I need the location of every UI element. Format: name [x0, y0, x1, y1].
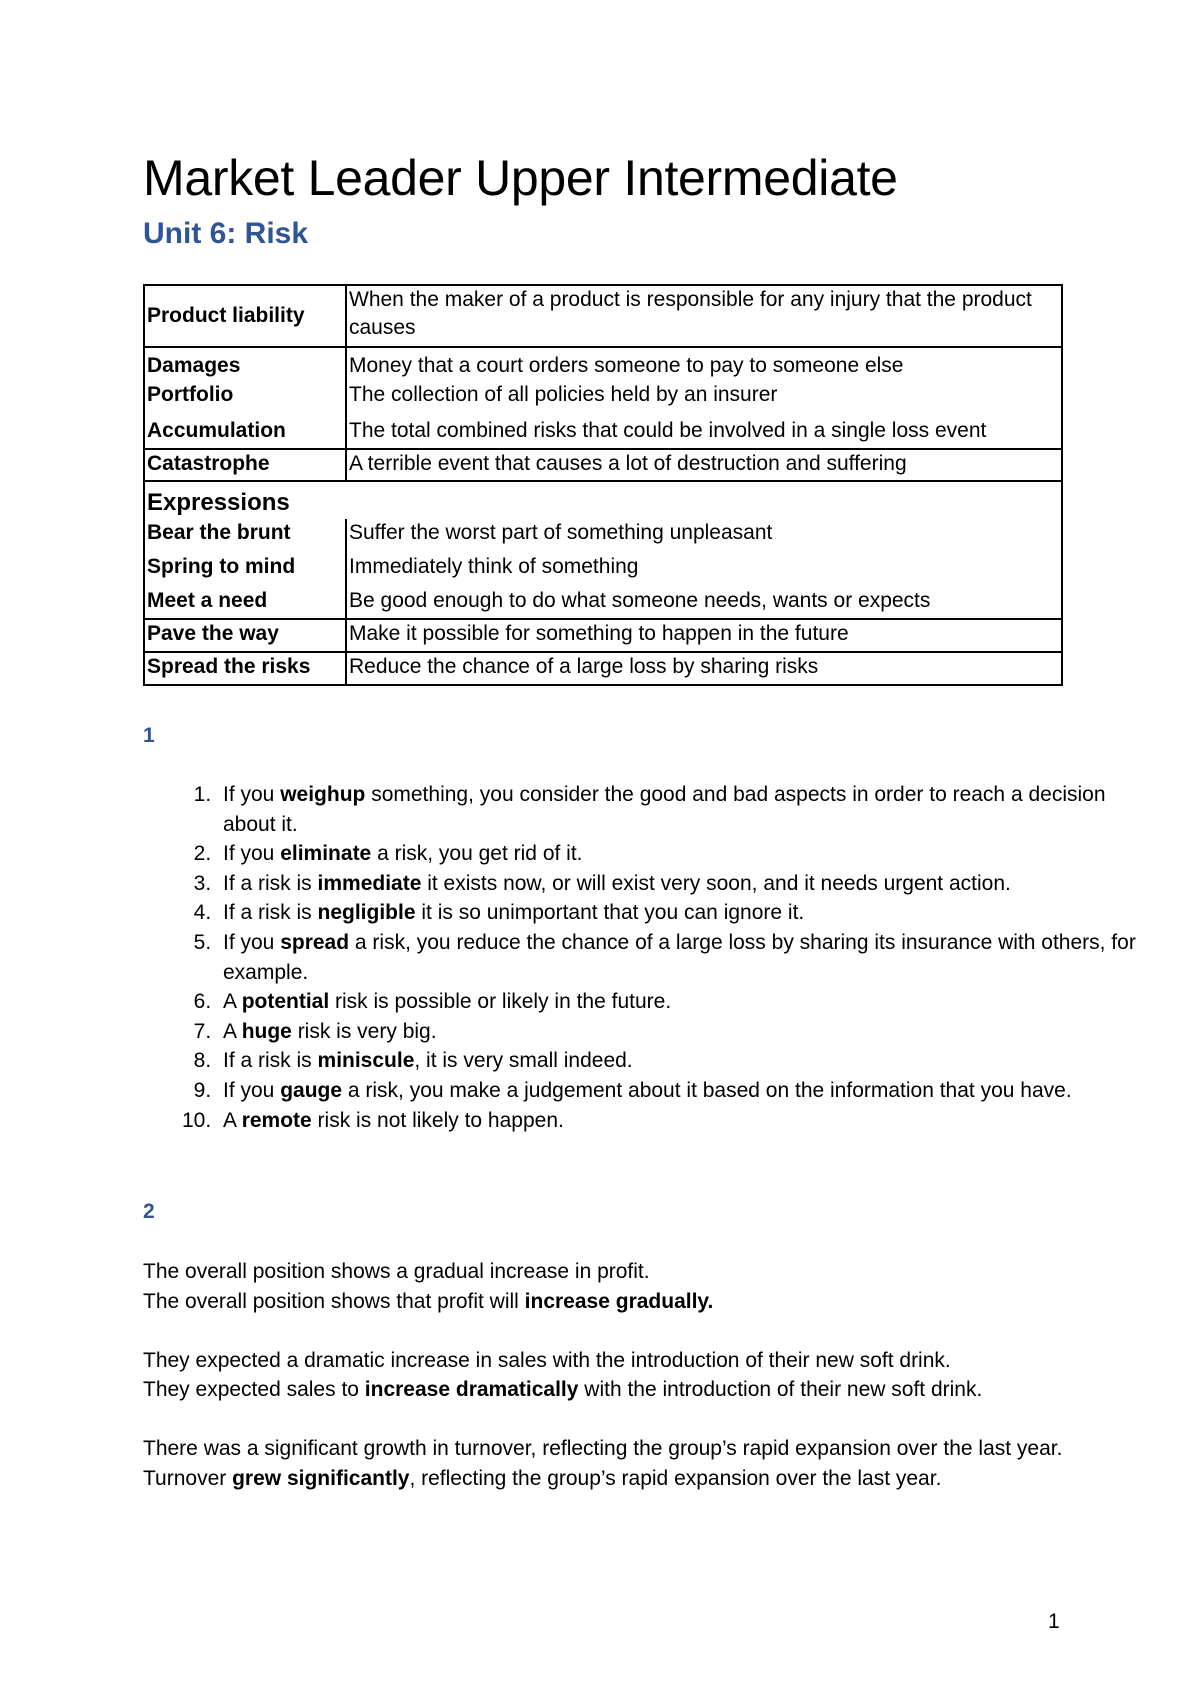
term-cell: Catastrophe: [144, 449, 346, 481]
sentence-pair: [143, 1434, 1073, 1493]
term-cell: Portfolio: [144, 381, 346, 415]
sentence-pair: [143, 1257, 1073, 1316]
rewritten-sentence: They expected sales to increase dramatically with the introduction of their new soft drink.: [143, 1378, 983, 1401]
definition-cell: Make it possible for something to happen in the future: [346, 619, 1062, 652]
expressions-header: Expressions: [144, 481, 346, 519]
term-cell: Accumulation: [144, 415, 346, 449]
table-row: [144, 652, 1062, 685]
definition-cell: Money that a court orders someone to pay to someone else: [346, 347, 1062, 381]
rewritten-sentence: Turnover grew significantly, reflecting the group’s rapid expansion over the last year.: [143, 1466, 942, 1490]
definition-cell: Immediately think of something: [346, 553, 1062, 587]
list-item: 10. A remote risk is not likely to happen.: [217, 1106, 1147, 1136]
list-item: 5. If you spread a risk, you reduce the chance of a large loss by sharing its insurance with others, for example.: [217, 928, 1147, 987]
definition-cell: When the maker of a product is responsible for any injury that the product causes: [346, 285, 1062, 347]
definition-cell: The total combined risks that could be involved in a single loss event: [346, 415, 1062, 449]
table-row: [144, 619, 1062, 652]
table-row: [144, 285, 1062, 347]
table-row: [144, 449, 1062, 481]
vocabulary-table: [143, 284, 1063, 686]
header-spacer: [346, 481, 1062, 519]
term-cell: Bear the brunt: [144, 519, 346, 553]
section-number: 2: [143, 1200, 155, 1223]
page-number: 1: [1048, 1610, 1060, 1633]
list-item: 2. If you eliminate a risk, you get rid of it.: [217, 839, 1147, 869]
definition-cell: Be good enough to do what someone needs, wants or expects: [346, 587, 1062, 619]
section-number: 1: [143, 724, 155, 747]
term-cell: Pave the way: [144, 619, 346, 652]
sentence-pairs: [143, 1257, 1073, 1523]
original-sentence: The overall position shows a gradual increase in profit.: [143, 1260, 650, 1283]
list-item: 4. If a risk is negligible it is so unimportant that you can ignore it.: [217, 898, 1147, 928]
rewritten-sentence: The overall position shows that profit will increase gradually.: [143, 1289, 714, 1313]
list-item: 3. If a risk is immediate it exists now, or will exist very soon, and it needs urgent action.: [217, 869, 1147, 899]
definition-cell: Reduce the chance of a large loss by sharing risks: [346, 652, 1062, 685]
list-item: 1. If you weighup something, you consider the good and bad aspects in order to reach a decision about it.: [217, 780, 1147, 839]
sentence-pair: [143, 1346, 1073, 1405]
table-row: [144, 519, 1062, 553]
definition-cell: A terrible event that causes a lot of destruction and suffering: [346, 449, 1062, 481]
list-item: 8. If a risk is miniscule, it is very small indeed.: [217, 1046, 1147, 1076]
term-cell: Damages: [144, 347, 346, 381]
table-row: [144, 587, 1062, 619]
unit-heading: Unit 6: Risk: [143, 217, 309, 250]
list-item: 7. A huge risk is very big.: [217, 1017, 1147, 1047]
answer-list: [143, 780, 1147, 1135]
definition-cell: Suffer the worst part of something unpleasant: [346, 519, 1062, 553]
original-sentence: There was a significant growth in turnover, reflecting the group’s rapid expansion over the last year.: [143, 1437, 1063, 1460]
table-row: [144, 553, 1062, 587]
document-title: Market Leader Upper Intermediate: [143, 150, 898, 206]
definition-cell: The collection of all policies held by an insurer: [346, 381, 1062, 415]
table-row: [144, 381, 1062, 415]
term-cell: Meet a need: [144, 587, 346, 619]
list-item: 9. If you gauge a risk, you make a judgement about it based on the information that you have.: [217, 1076, 1147, 1106]
table-row: [144, 347, 1062, 381]
term-cell: Product liability: [144, 285, 346, 347]
table-row: [144, 481, 1062, 519]
term-cell: Spring to mind: [144, 553, 346, 587]
table-row: [144, 415, 1062, 449]
term-cell: Spread the risks: [144, 652, 346, 685]
original-sentence: They expected a dramatic increase in sales with the introduction of their new soft drink.: [143, 1348, 951, 1372]
list-item: 6. A potential risk is possible or likely in the future.: [217, 987, 1147, 1017]
